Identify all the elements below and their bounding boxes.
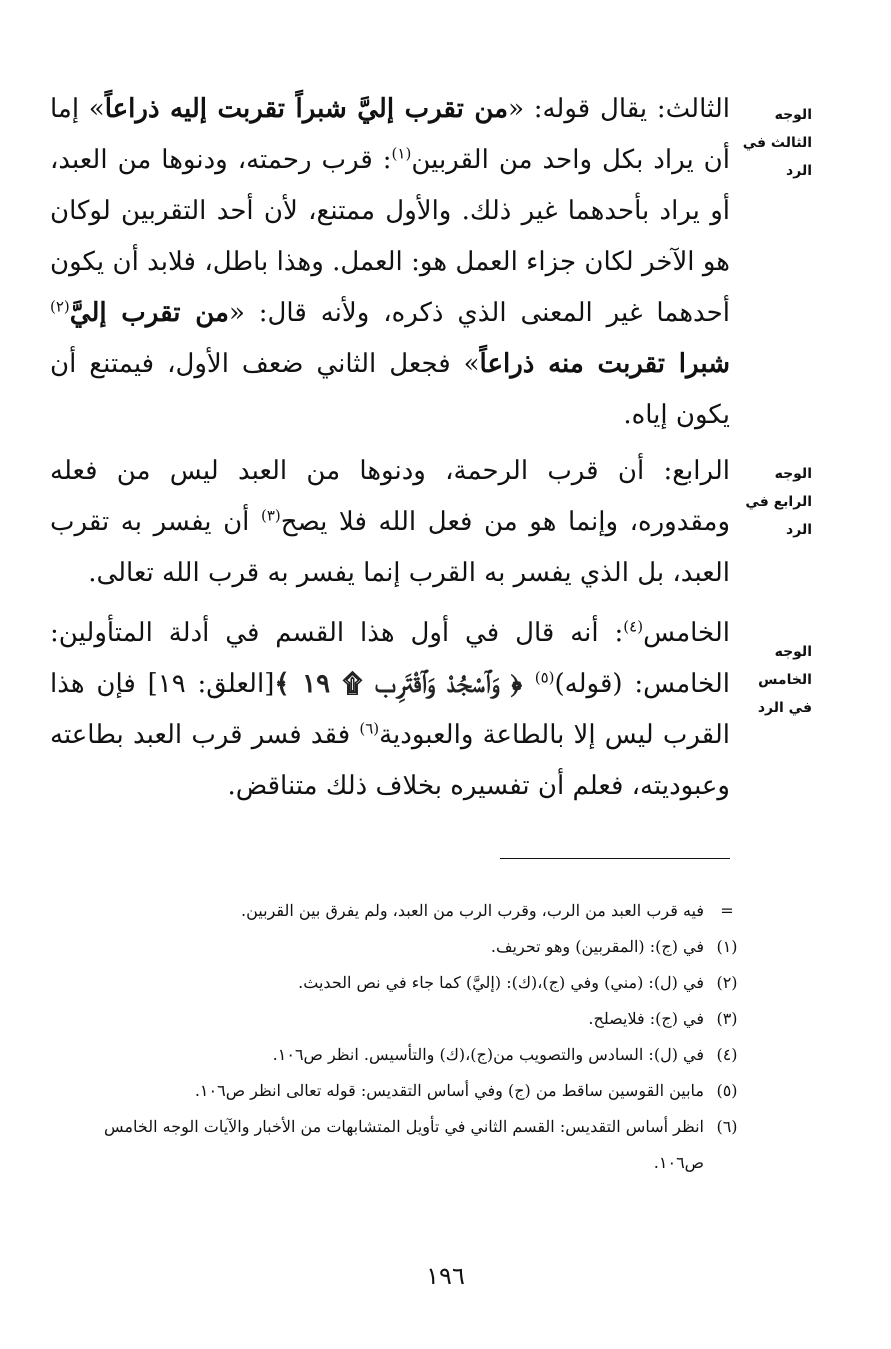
footnote-item bbox=[60, 929, 750, 965]
footnote-divider bbox=[500, 858, 730, 859]
footnotes bbox=[60, 893, 750, 1181]
footnote-item bbox=[60, 1001, 750, 1037]
footnote-ref-3: (٣) bbox=[261, 506, 281, 525]
para1-lead: الثالث: يقال قوله: « bbox=[508, 94, 731, 124]
footnote-number: (٣) bbox=[716, 1009, 738, 1028]
para2-end: أن يفسر به تقرب العبد، بل الذي يفسر به القرب إنما يفسر به قرب الله تعالى. bbox=[50, 507, 730, 588]
footnote-ref-6: (٦) bbox=[359, 719, 380, 738]
margin-note-fifth: الوجه الخامس في الرد bbox=[757, 644, 812, 716]
paragraph-fourth-aspect bbox=[50, 446, 730, 599]
para2-body: الرابع: أن قرب الرحمة، ودنوها من العبد ليس من فعله ومقدوره، وإنما هو من فعل الله فلا يصح bbox=[50, 456, 731, 537]
para3-middle: فإن هذا القرب ليس إلا بالطاعة والعبودية bbox=[50, 669, 730, 750]
footnote-number: (٦) bbox=[716, 1117, 738, 1136]
footnote-text: مابين القوسين ساقط من (ج) وفي أساس التقديس: قوله تعالى انظر ص١٠٦. bbox=[194, 1081, 704, 1100]
hadith-quote-2b: شبرا تقربت منه ذراعاً bbox=[479, 349, 730, 379]
hadith-quote-1: من تقرب إليَّ شبراً تقربت إليه ذراعاً bbox=[104, 94, 509, 124]
footnote-continuation bbox=[60, 893, 750, 929]
quran-verse: ﴿ وَٱسْجُدْ وَٱقْتَرِب ۩ ١٩ ﴾ bbox=[274, 669, 535, 699]
page-number: ١٩٦ bbox=[426, 1262, 465, 1290]
paragraph-third-aspect bbox=[50, 84, 730, 441]
para3-lead: الخامس bbox=[643, 618, 730, 648]
footnote-ref-4: (٤) bbox=[623, 617, 644, 636]
para1-close: » إما أن يراد بكل واحد من القربين bbox=[50, 94, 730, 175]
footnote-text: انظر أساس التقديس: القسم الثاني في تأويل المتشابهات من الأخبار والآيات الوجه الخامس ص١٠٦. bbox=[104, 1117, 704, 1172]
footnote-text: في (ج): (المقربين) وهو تحريف. bbox=[490, 937, 704, 956]
margin-note-fourth: الوجه الرابع في الرد bbox=[745, 466, 812, 538]
footnote-number: (٤) bbox=[716, 1045, 738, 1064]
para3-body: : أنه قال في أول هذا القسم في أدلة المتأولين: الخامس: (قوله) bbox=[50, 618, 731, 699]
para1-body: : قرب رحمته، ودنوها من العبد، أو يراد بأحدهما غير ذلك. والأول ممتنع، لأن أحد التقربين لوكان هو الآخر لكان جزاء العمل هو: العمل. وهذا باطل، فلابد أن يكون أحدهما غير المعنى الذي ذكره، ولأنه قال: « bbox=[50, 145, 730, 328]
footnote-item bbox=[60, 1073, 750, 1109]
quran-reference: [العلق: ١٩] bbox=[147, 669, 275, 699]
paragraph-fifth-aspect bbox=[50, 608, 730, 812]
para1-end: » فجعل الثاني ضعف الأول، فيمتنع أن يكون إياه. bbox=[50, 349, 730, 430]
footnote-continuation-text: فيه قرب العبد من الرب، وقرب الرب من العبد، ولم يفرق بين القربين. bbox=[241, 901, 704, 920]
footnote-ref-5: (٥) bbox=[534, 668, 555, 687]
footnote-item bbox=[60, 1037, 750, 1073]
hadith-quote-2a: من تقرب إليَّ bbox=[69, 298, 229, 328]
footnote-number: (٢) bbox=[716, 973, 738, 992]
footnote-continuation-mark: = bbox=[720, 901, 734, 920]
footnote-item bbox=[60, 1109, 750, 1181]
footnote-number: (١) bbox=[716, 937, 738, 956]
footnote-ref-1: (١) bbox=[391, 144, 412, 163]
footnote-text: في (ل): (مني) وفي (ج)،(ك): (إليَّ) كما جاء في نص الحديث. bbox=[298, 973, 704, 992]
footnote-item bbox=[60, 965, 750, 1001]
margin-note-third: الوجه الثالث في الرد bbox=[742, 107, 812, 179]
footnote-text: في (ل): السادس والتصويب من(ج)،(ك) والتأسيس. انظر ص١٠٦. bbox=[272, 1045, 704, 1064]
footnote-number: (٥) bbox=[716, 1081, 738, 1100]
footnote-text: في (ج): فلايصلح. bbox=[588, 1009, 704, 1028]
footnote-ref-2: (٢) bbox=[50, 297, 70, 316]
para3-end: فقد فسر قرب العبد بطاعته وعبوديته، فعلم أن تفسيره بخلاف ذلك متناقض. bbox=[50, 720, 730, 801]
